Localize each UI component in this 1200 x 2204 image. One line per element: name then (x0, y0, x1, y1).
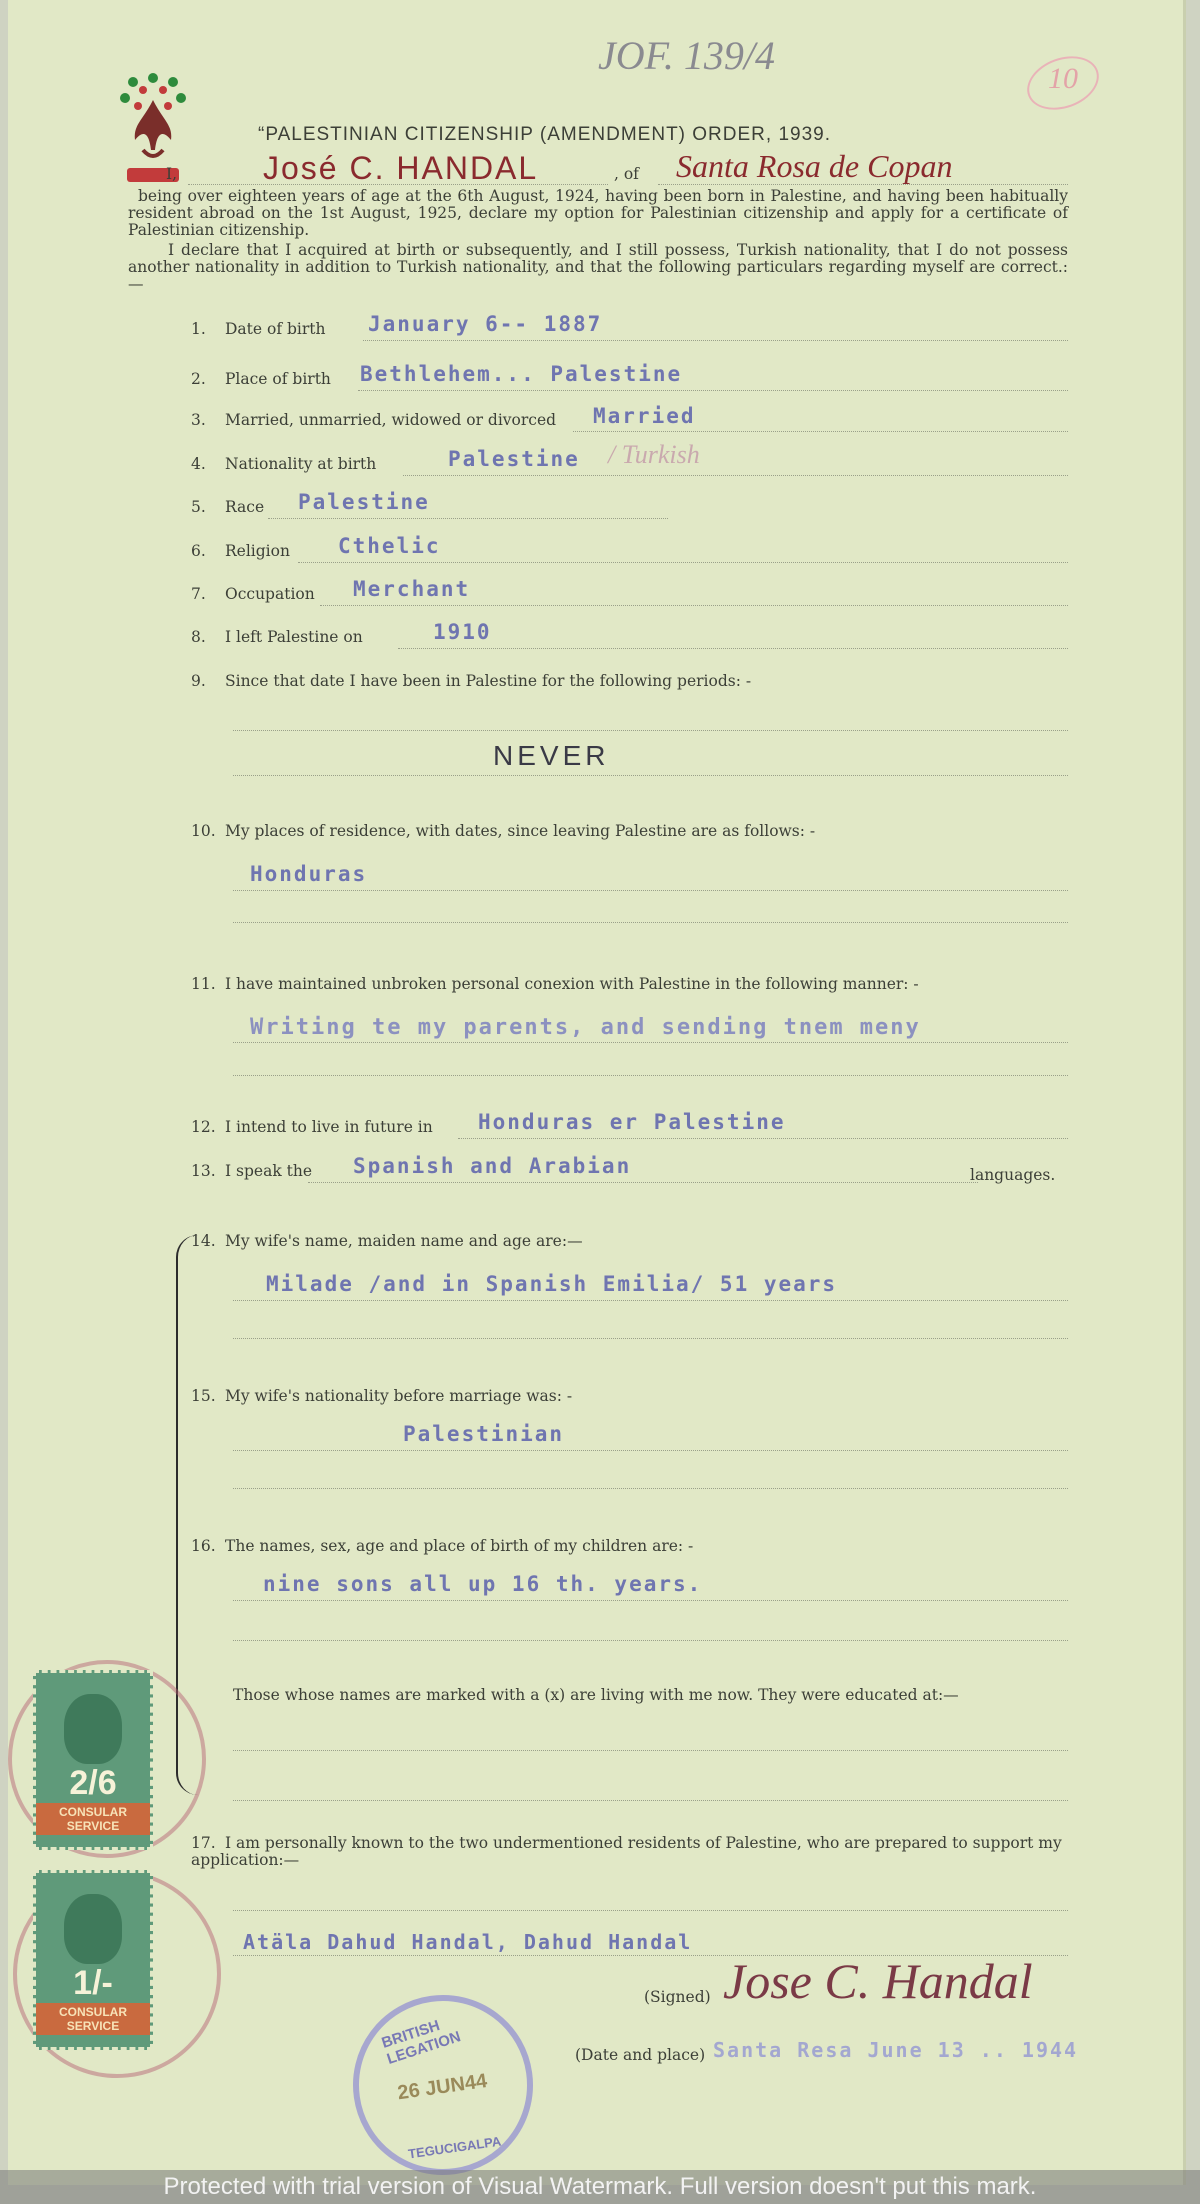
declaration-paragraph-2: I declare that I acquired at birth or subsequently, and I still possess, Turkish nationality, that I do not possess another nationality in addition to Turkish nationality, and that the following particulars regarding myself are correct.:— (128, 241, 1068, 293)
nationality-at-birth-value: Palestine (448, 447, 580, 471)
stamp-1-band: CONSULAR SERVICE (36, 1803, 150, 1835)
future-residence-value: Honduras er Palestine (478, 1110, 786, 1134)
intro-i: I, (166, 165, 178, 183)
seal-top-text: BRITISH LEGATION (379, 2017, 463, 2068)
languages-value: Spanish and Arabian (353, 1154, 632, 1178)
item-7: 7. Occupation (191, 585, 315, 603)
occupation-value: Merchant (353, 577, 471, 601)
item-10: 10. My places of residence, with dates, since leaving Palestine are as follows: - (191, 822, 816, 840)
item-13: 13. I speak the (191, 1162, 313, 1180)
document-page (8, 0, 1186, 2185)
children-note: Those whose names are marked with a (x) are living with me now. They were educated at:— (233, 1686, 959, 1704)
date-place-label: (Date and place) (575, 2046, 706, 2064)
signed-label: (Signed) (644, 1988, 711, 2006)
item-17: 17. I am personally known to the two undermentioned residents of Palestine, who are prepared to support my application:— (191, 1834, 1062, 1869)
languages-suffix: languages. (970, 1166, 1056, 1184)
seal-bottom-text: TEGUCIGALPA (407, 2133, 503, 2162)
item-2: 2. Place of birth (191, 370, 331, 388)
item-16: 16. The names, sex, age and place of birth of my children are: - (191, 1537, 694, 1555)
king-portrait-icon (64, 1694, 122, 1764)
place-of-birth-value: Bethlehem... Palestine (360, 362, 683, 386)
item-4: 4. Nationality at birth (191, 455, 377, 473)
wife-nationality-value: Palestinian (403, 1422, 565, 1446)
item-9: 9. Since that date I have been in Palestine for the following periods: - (191, 672, 752, 690)
item-11: 11. I have maintained unbroken personal conexion with Palestine in the following manner: - (191, 975, 919, 993)
form-title: “PALESTINIAN CITIZENSHIP (AMENDMENT) ORDER, 1939. (258, 124, 831, 145)
conexion-value: Writing te my parents, and sending tnem meny (250, 1015, 921, 1040)
seal-date: 26 JUN44 (396, 2069, 489, 2105)
applicant-place: Santa Rosa de Copan (676, 148, 953, 184)
revenue-stamp-2 (33, 1870, 153, 2050)
applicant-name: José C. HANDAL (263, 150, 539, 186)
date-place-value: Santa Resa June 13 .. 1944 (713, 2038, 1079, 2062)
children-value: nine sons all up 16 th. years. (263, 1572, 703, 1596)
stamp-1-value: 2/6 (69, 1763, 117, 1802)
referees-value: Atäla Dahud Handal, Dahud Handal (243, 1930, 693, 1954)
stamp-2-band: CONSULAR SERVICE (36, 2003, 150, 2035)
intro-of: , of (614, 165, 639, 183)
item-12: 12. I intend to live in future in (191, 1118, 433, 1136)
tree-logo (113, 70, 193, 190)
wife-name-value: Milade /and in Spanish Emilia/ 51 years (266, 1272, 838, 1296)
date-of-birth-value: January 6-- 1887 (368, 312, 603, 336)
left-palestine-value: 1910 (433, 620, 492, 644)
residence-value: Honduras (250, 862, 368, 886)
item-3: 3. Married, unmarried, widowed or divorced (191, 411, 557, 429)
item-14: 14. My wife's name, maiden name and age are:— (191, 1232, 583, 1250)
item-15: 15. My wife's nationality before marriage was: - (191, 1387, 573, 1405)
reference-number: JOF. 139/4 (598, 33, 776, 78)
revenue-stamp-1 (33, 1670, 153, 1850)
signature: Jose C. Handal (723, 1953, 1033, 2009)
periods-value: NEVER (493, 740, 610, 771)
legation-seal (341, 1983, 544, 2185)
nationality-handwritten: / Turkish (608, 440, 700, 469)
corner-number: 10 (1048, 62, 1078, 95)
item-8: 8. I left Palestine on (191, 628, 363, 646)
declaration-paragraph: being over eighteen years of age at the 6th August, 1924, having been born in Palestine, and having been habitually resident abroad on the 1st August, 1925, declare my option for Palestinian citizenship and apply for a certificate of Palestinian citizenship. (128, 187, 1068, 239)
item-6: 6. Religion (191, 542, 290, 560)
religion-value: Cthelic (338, 534, 441, 558)
stamp-2-value: 1/- (73, 1963, 113, 2002)
item-1: 1. Date of birth (191, 320, 326, 338)
king-portrait-icon-2 (64, 1894, 122, 1964)
item-5: 5. Race (191, 498, 265, 516)
marital-status-value: Married (593, 404, 696, 428)
race-value: Palestine (298, 490, 430, 514)
watermark-banner: Protected with trial version of Visual Watermark. Full version doesn't put this mark. (0, 2170, 1200, 2204)
